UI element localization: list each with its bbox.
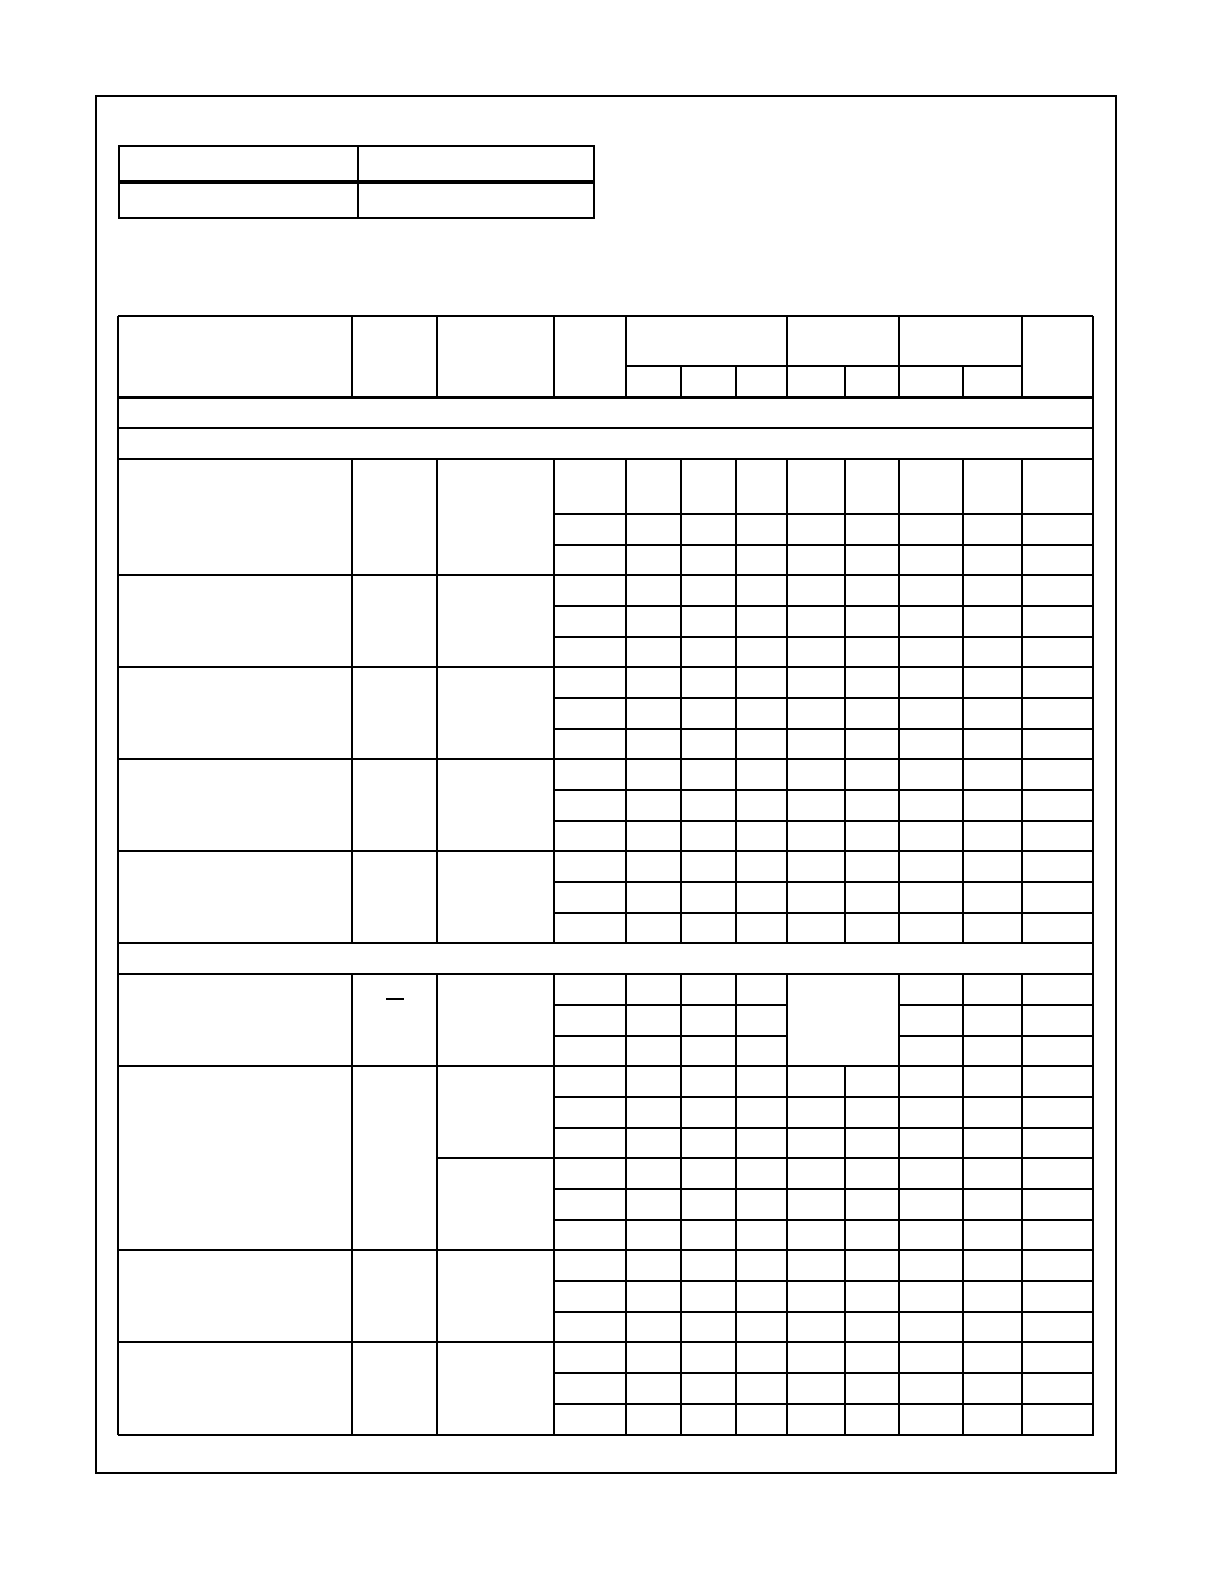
section-rule bbox=[118, 942, 1093, 944]
table-row-rule bbox=[554, 1372, 1093, 1374]
table-column-rule bbox=[351, 459, 353, 943]
table-row-rule bbox=[554, 1096, 1093, 1098]
table-column-rule bbox=[962, 459, 964, 943]
table-right-border bbox=[1092, 316, 1094, 1436]
table-column-rule bbox=[625, 459, 627, 943]
header-column-rule bbox=[625, 316, 627, 397]
table-row-rule bbox=[899, 1004, 1093, 1006]
table-bottom-border bbox=[118, 1434, 1093, 1436]
header-subcolumn-rule bbox=[962, 366, 964, 397]
table-group-rule bbox=[118, 758, 1093, 760]
section-rule bbox=[118, 458, 1093, 460]
table-row-rule bbox=[554, 636, 1093, 638]
table-row-rule bbox=[554, 697, 1093, 699]
overbar-mark bbox=[386, 998, 404, 1000]
table-group-rule bbox=[118, 1341, 1093, 1343]
header-column-rule bbox=[1021, 316, 1023, 397]
table-row-rule bbox=[554, 789, 1093, 791]
table-group-rule bbox=[118, 850, 1093, 852]
table-row-rule bbox=[554, 912, 1093, 914]
table-row-rule bbox=[554, 1403, 1093, 1405]
table-column-rule bbox=[735, 974, 737, 1435]
table-row-rule bbox=[554, 1157, 1093, 1159]
table-row-rule bbox=[554, 605, 1093, 607]
table-group-rule bbox=[118, 666, 1093, 668]
table-row-rule bbox=[437, 1157, 554, 1159]
table-column-rule bbox=[1021, 459, 1023, 943]
table-column-rule bbox=[351, 974, 353, 1435]
header-column-rule bbox=[898, 316, 900, 397]
header-subcolumn-rule bbox=[735, 366, 737, 397]
table-group-rule bbox=[118, 1249, 1093, 1251]
table-column-rule bbox=[1021, 974, 1023, 1435]
table-column-rule bbox=[962, 974, 964, 1435]
table-column-rule bbox=[436, 459, 438, 943]
table-column-rule bbox=[553, 974, 555, 1435]
section-rule bbox=[118, 427, 1093, 429]
table-column-rule bbox=[844, 1066, 846, 1435]
header-column-rule bbox=[786, 316, 788, 397]
table-row-rule bbox=[899, 1035, 1093, 1037]
table-column-rule bbox=[898, 974, 900, 1435]
table-column-rule bbox=[680, 974, 682, 1435]
table-column-rule bbox=[625, 974, 627, 1435]
table-row-rule bbox=[554, 544, 1093, 546]
table-row-rule bbox=[554, 820, 1093, 822]
table-row-rule bbox=[554, 1311, 1093, 1313]
table-group-rule bbox=[118, 574, 1093, 576]
table-row-rule bbox=[554, 1004, 787, 1006]
header-bottom-rule bbox=[118, 396, 1093, 399]
table-row-rule bbox=[554, 1188, 1093, 1190]
table-row-rule bbox=[554, 1280, 1093, 1282]
table-column-rule bbox=[898, 459, 900, 943]
table-row-rule bbox=[554, 1127, 1093, 1129]
table-row-rule bbox=[554, 728, 1093, 730]
table-left-border bbox=[117, 316, 119, 1435]
table-column-rule bbox=[436, 974, 438, 1435]
header-subcolumn-rule bbox=[680, 366, 682, 397]
table-column-rule bbox=[786, 974, 788, 1435]
header-column-rule bbox=[351, 316, 353, 397]
table-column-rule bbox=[844, 459, 846, 943]
table-row-rule bbox=[554, 1219, 1093, 1221]
table-row-rule bbox=[554, 1035, 787, 1037]
table-row-rule bbox=[554, 513, 1093, 515]
header-column-rule bbox=[436, 316, 438, 397]
table-row-rule bbox=[554, 881, 1093, 883]
table-column-rule bbox=[553, 459, 555, 943]
table-column-rule bbox=[680, 459, 682, 943]
header-column-rule bbox=[553, 316, 555, 397]
table-top-border bbox=[118, 315, 1093, 317]
table-column-rule bbox=[735, 459, 737, 943]
table-group-rule bbox=[118, 1065, 1093, 1067]
section-rule bbox=[118, 973, 1093, 975]
table-column-rule bbox=[786, 459, 788, 943]
header-subcolumn-rule bbox=[844, 366, 846, 397]
